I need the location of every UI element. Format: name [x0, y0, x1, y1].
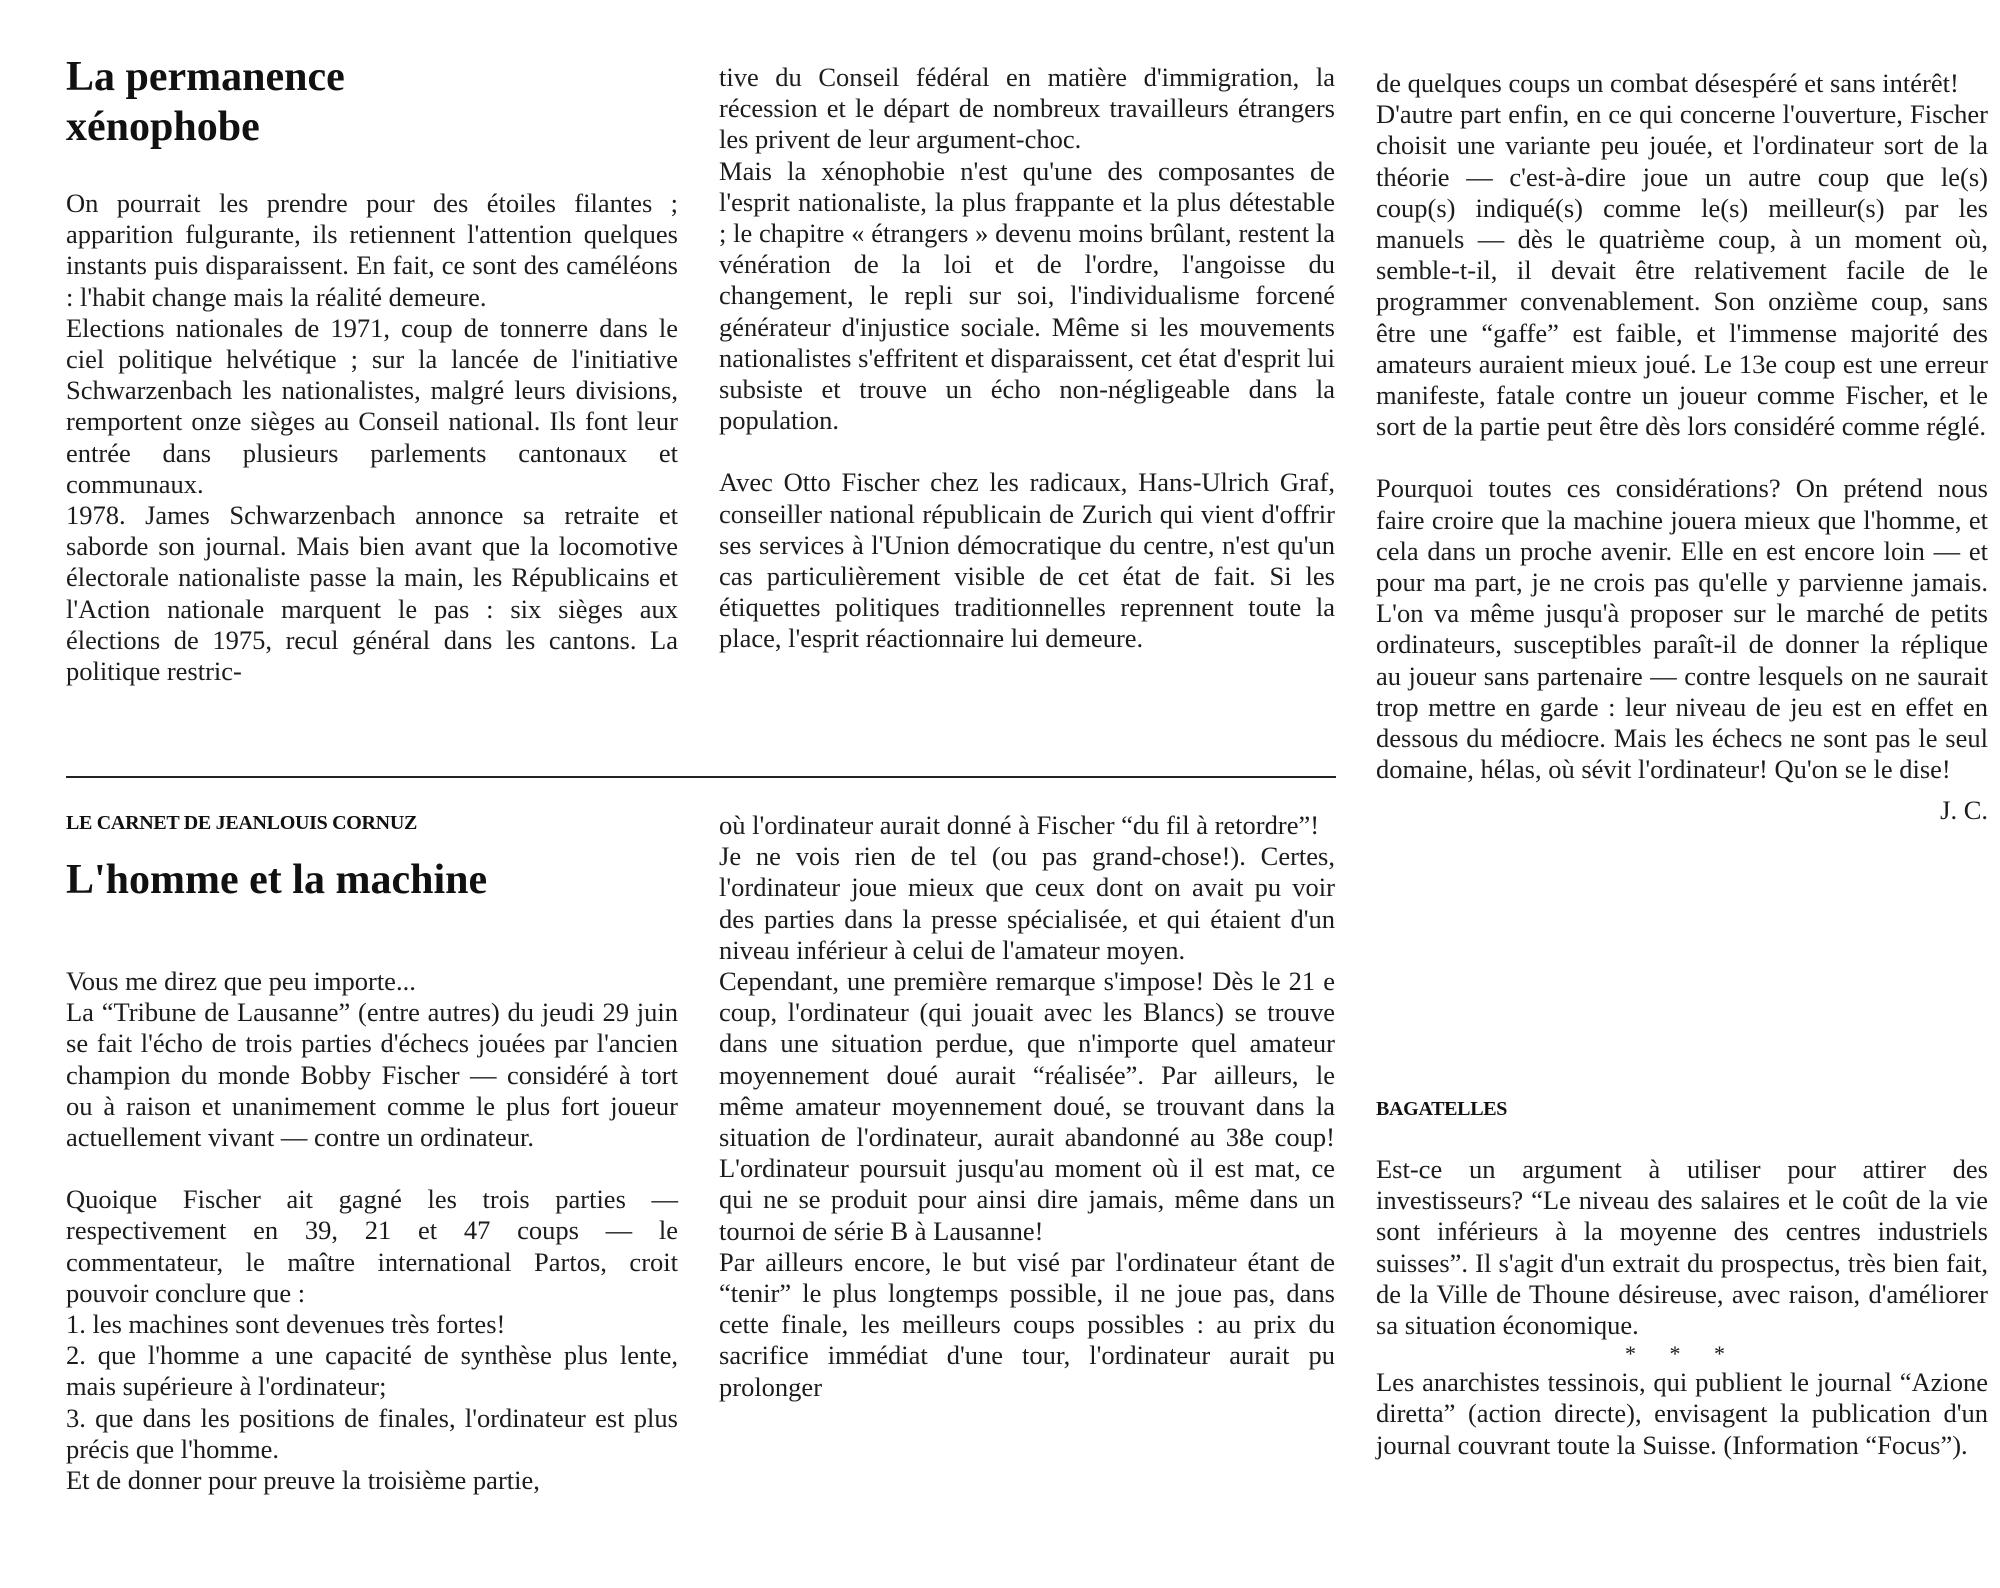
list-item: 1. les machines sont devenues très fortes!	[66, 1309, 506, 1340]
article-divider-rule	[66, 776, 1336, 778]
paragraph: où l'ordinateur aurait donné à Fischer “du fil à retordre”!	[719, 810, 1320, 840]
column-kicker: BAGATELLES	[1376, 1098, 1508, 1120]
paragraph: Je ne vois rien de tel (ou pas grand-chose!). Certes, l'ordinateur joue mieux que ceux dont on avait pu voir des parties dans la presse spécialisée, et qui étaient d'un niveau inférieur à celui de l'amateur moyen.	[719, 841, 1335, 965]
paragraph: D'autre part enfin, en ce qui concerne l'ouverture, Fischer choisit une variante peu jouée, et l'ordinateur sort de la théorie — c'est-à-dire joue un autre coup que le(s) coup(s) indiqué(s) comme le(s) meilleur(s) par les manuels — dès le quatrième coup, à un moment où, semble-t-il, il devait être relativement facile de le programmer convenablement. Son onzième coup, sans être une “gaffe” est faible, et l'immense majorité des amateurs auraient mieux joué. Le 13e coup est une erreur manifeste, fatale contre un joueur comme Fischer, et le sort de la partie peut être dès lors considéré comme réglé.	[1376, 99, 1988, 442]
headline-line-1: La permanence	[66, 54, 345, 100]
paragraph: de quelques coups un combat désespéré et sans intérêt!	[1376, 68, 1959, 98]
headline-line-2: xénophobe	[66, 104, 260, 150]
paragraph: Vous me direz que peu importe...	[66, 966, 416, 996]
article-xenophobe-col2	[719, 62, 1335, 655]
paragraph: Mais la xénophobie n'est qu'une des composantes de l'esprit nationaliste, la plus frappante et la plus détestable ; le chapitre « étrangers » devenu moins brûlant, restent la vénération de la loi et de l'ordre, l'angoisse du changement, le repli sur soi, l'individualisme forcené générateur d'injustice sociale. Même si les mouvements nationalistes s'effritent et disparaissent, cet état d'esprit lui subsiste et trouve un écho non-négligeable dans la population.	[719, 155, 1335, 436]
article-machine-col2	[719, 810, 1335, 1403]
paragraph: Quoique Fischer ait gagné les trois parties — respectivement en 39, 21 et 47 coups — le commentateur, le maître international Partos, croit pouvoir conclure que :	[66, 1184, 678, 1308]
paragraph: tive du Conseil fédéral en matière d'immigration, la récession et le départ de nombreux travailleurs étrangers les privent de leur argument-choc.	[719, 62, 1335, 155]
paragraph: Et de donner pour preuve la troisième partie,	[66, 1465, 540, 1496]
column-kicker: LE CARNET DE JEANLOUIS CORNUZ	[66, 812, 417, 834]
paragraph: Pourquoi toutes ces considérations? On prétend nous faire croire que la machine jouera mieux que l'homme, et cela dans un proche avenir. Elle en est encore loin — et pour ma part, je ne crois pas qu'elle y parvienne jamais. L'on va même jusqu'à proposer sur le marché de petits ordinateurs, susceptibles paraît-il de donner la réplique au joueur sans partenaire — contre lesquels on ne saurait trop mettre en garde : leur niveau de jeu est en effet en dessous du médiocre. Mais les échecs ne sont pas le seul domaine, hélas, où sévit l'ordinateur! Qu'on se le dise!	[1376, 473, 1988, 785]
article-machine-col1	[66, 966, 678, 1496]
article-machine-col3	[1376, 68, 1988, 827]
list-item: 3. que dans les positions de finales, l'ordinateur est plus précis que l'homme.	[66, 1402, 678, 1464]
article-xenophobe-col1	[66, 188, 678, 687]
paragraph: On pourrait les prendre pour des étoiles filantes ; apparition fulgurante, ils retiennent l'attention quelques instants puis disparaissent. En fait, ce sont des caméléons : l'habit change mais la réalité demeure.	[66, 188, 678, 312]
paragraph: Avec Otto Fischer chez les radicaux, Hans-Ulrich Graf, conseiller national républicain de Zurich qui vient d'offrir ses services à l'Union démocratique du centre, n'est qu'un cas particulièrement visible de cet état de fait. Si les étiquettes politiques traditionnelles reprennent toute la place, l'esprit réactionnaire lui demeure.	[719, 467, 1335, 654]
bagatelles-body	[1376, 1154, 1988, 1461]
paragraph: Elections nationales de 1971, coup de tonnerre dans le ciel politique helvétique ; sur la lancée de l'initiative Schwarzenbach les nationalistes, malgré leurs divisions, remportent onze sièges au Conseil national. Ils font leur entrée dans plusieurs parlements cantonaux et communaux.	[66, 312, 678, 499]
paragraph: Les anarchistes tessinois, qui publient le journal “Azione diretta” (action directe), envisagent la publication d'un journal couvrant toute la Suisse. (Information “Focus”).	[1376, 1367, 1988, 1460]
paragraph: 1978. James Schwarzenbach annonce sa retraite et saborde son journal. Mais bien avant que la locomotive électorale nationaliste passe la main, les Républicains et l'Action nationale marquent le pas : six sièges aux élections de 1975, recul général dans les cantons. La politique restric-	[66, 500, 678, 687]
paragraph: Est-ce un argument à utiliser pour attirer des investisseurs? “Le niveau des salaires et le coût de la vie sont inférieurs à la moyenne des centres industriels suisses”. Il s'agit d'un extrait du prospectus, très bien fait, de la Ville de Thoune désireuse, avec raison, d'améliorer sa situation économique.	[1376, 1154, 1988, 1341]
paragraph: La “Tribune de Lausanne” (entre autres) du jeudi 29 juin se fait l'écho de trois parties d'échecs jouées par l'ancien champion du monde Bobby Fischer — considéré à tort ou à raison et unanimement comme le plus fort joueur actuellement vivant — contre un ordinateur.	[66, 997, 678, 1153]
list-item: 2. que l'homme a une capacité de synthèse plus lente, mais supérieure à l'ordinateur;	[66, 1340, 678, 1402]
separator-stars: * * *	[1625, 1341, 1739, 1367]
article-machine-header	[66, 812, 678, 905]
article-title: L'homme et la machine	[66, 857, 488, 903]
article-xenophobe-title	[66, 52, 666, 152]
paragraph: Par ailleurs encore, le but visé par l'ordinateur étant de “tenir” le plus longtemps possible, il ne joue pas, dans cette finale, les meilleurs coups possibles : au prix du sacrifice immédiat d'une tour, l'ordinateur aurait pu prolonger	[719, 1246, 1335, 1402]
bagatelles-kicker-block	[1376, 1098, 1988, 1121]
paragraph: Cependant, une première remarque s'impose! Dès le 21 e coup, l'ordinateur (qui jouait avec les Blancs) se trouve dans une situation perdue, que n'importe quel amateur moyennement doué aurait “réalisée”. Par ailleurs, le même amateur moyennement doué, se trouvant dans la situation de l'ordinateur, aurait abandonné au 38e coup! L'ordinateur poursuit jusqu'au moment où il est mat, ce qui ne se produit pour ainsi dire jamais, même dans un tournoi de série B à Lausanne!	[719, 966, 1335, 1246]
author-signature: J. C.	[1940, 795, 1988, 826]
